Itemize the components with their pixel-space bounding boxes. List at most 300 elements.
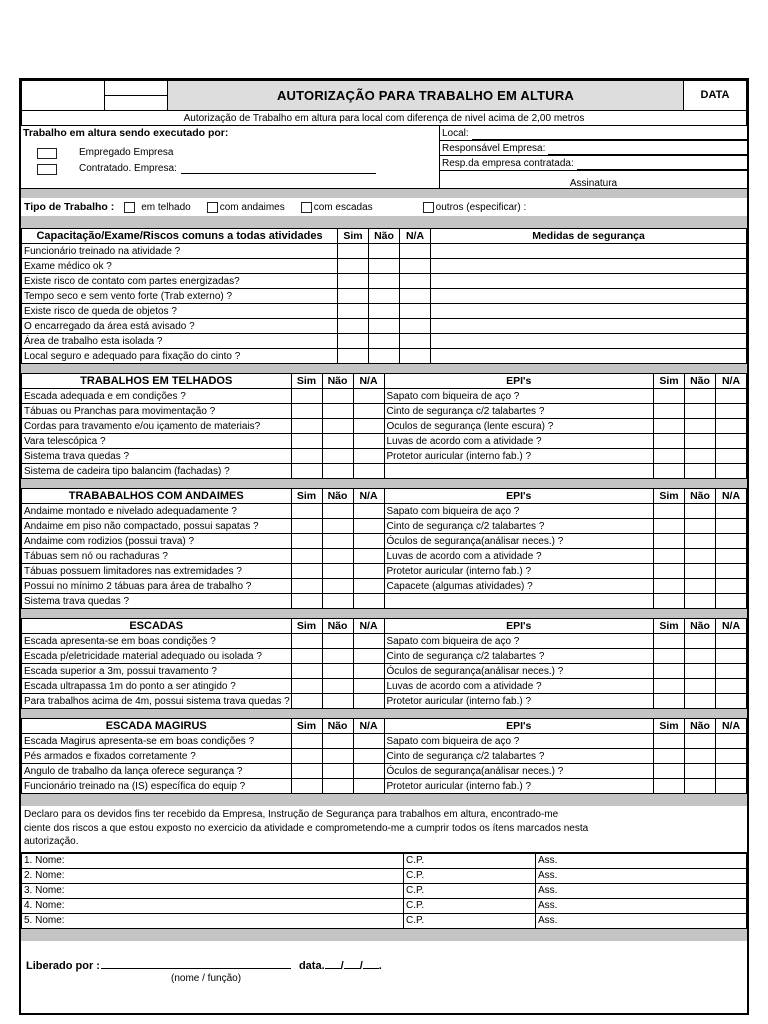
row-label: Vara telescópica ?	[22, 434, 292, 449]
separator-band-5	[21, 609, 747, 618]
table-row	[22, 349, 747, 364]
cell-na[interactable]	[353, 534, 384, 549]
checkbox-com-andaimes[interactable]	[207, 202, 218, 213]
cell-sim-epi[interactable]	[654, 579, 685, 594]
cell-na-epi[interactable]	[716, 664, 747, 679]
label-com-escadas: com escadas	[313, 201, 373, 213]
cell-sim-epi[interactable]	[654, 464, 685, 479]
col-nao-epi: Não	[685, 489, 716, 504]
section-title-escadas: ESCADAS	[22, 619, 292, 634]
row-label: Escada superior a 3m, possui travamento ?	[22, 664, 292, 679]
signer-name-label[interactable]: 4. Nome:	[22, 898, 404, 913]
cell-sim[interactable]	[291, 504, 322, 519]
cell-na[interactable]	[353, 734, 384, 749]
separator-band-6	[21, 709, 747, 718]
table-row	[22, 749, 747, 764]
cell-na[interactable]	[353, 779, 384, 794]
epi-label: Sapato com biqueira de aço ?	[384, 504, 654, 519]
epi-label: Sapato com biqueira de aço ?	[384, 634, 654, 649]
label-responsavel-empresa: Responsável Empresa:	[442, 143, 546, 154]
cell-nao[interactable]	[322, 749, 353, 764]
cell-sim[interactable]	[291, 679, 322, 694]
section-telhados	[21, 373, 747, 479]
cell-na[interactable]	[353, 564, 384, 579]
cell-sim[interactable]	[338, 274, 369, 289]
cell-na[interactable]	[353, 764, 384, 779]
cell-sim-epi[interactable]	[654, 434, 685, 449]
table-row	[22, 779, 747, 794]
cell-sim-epi[interactable]	[654, 419, 685, 434]
list-item	[22, 853, 747, 868]
tipo-option-com-escadas[interactable]	[301, 202, 373, 213]
cell-na[interactable]	[400, 244, 431, 259]
epi-label: Cinto de segurança c/2 talabartes ?	[384, 519, 654, 534]
cell-sim[interactable]	[291, 649, 322, 664]
cell-nao-epi[interactable]	[685, 519, 716, 534]
cell-na[interactable]	[400, 319, 431, 334]
cell-sim[interactable]	[291, 634, 322, 649]
cell-sim-epi[interactable]	[654, 389, 685, 404]
tipo-option-em-telhado[interactable]	[124, 202, 190, 213]
executor-right	[440, 126, 747, 188]
input-data-ano[interactable]	[363, 958, 379, 969]
cell-nao-epi[interactable]	[685, 664, 716, 679]
cell-medida[interactable]	[431, 289, 747, 304]
executor-option-contractor-row	[21, 161, 439, 177]
cell-na[interactable]	[353, 464, 384, 479]
input-contratado-empresa[interactable]	[181, 164, 376, 174]
table-row	[22, 244, 747, 259]
page-title: AUTORIZAÇÃO PARA TRABALHO EM ALTURA	[168, 81, 684, 111]
cell-na-epi[interactable]	[716, 434, 747, 449]
cell-nao[interactable]	[369, 259, 400, 274]
slash-1: /	[340, 959, 344, 972]
cell-na[interactable]	[353, 749, 384, 764]
cell-medida[interactable]	[431, 334, 747, 349]
epi-label: Sapato com biqueira de aço ?	[384, 734, 654, 749]
input-resp-empresa-contratada[interactable]	[577, 158, 747, 170]
row-label: Tábuas possuem limitadores nas extremidades ?	[22, 564, 292, 579]
cell-na[interactable]	[400, 259, 431, 274]
cell-na[interactable]	[353, 504, 384, 519]
cell-sim-epi[interactable]	[654, 664, 685, 679]
cell-sim[interactable]	[291, 449, 322, 464]
cell-nao[interactable]	[369, 349, 400, 364]
cell-nao-epi[interactable]	[685, 534, 716, 549]
cell-sim-epi[interactable]	[654, 449, 685, 464]
signer-cp-label[interactable]: C.P.	[404, 913, 536, 928]
cell-na-epi[interactable]	[716, 679, 747, 694]
form-document	[19, 78, 749, 1015]
cell-na-epi[interactable]	[716, 464, 747, 479]
cell-sim[interactable]	[338, 259, 369, 274]
cell-na[interactable]	[353, 649, 384, 664]
cell-nao-epi[interactable]	[685, 779, 716, 794]
cell-sim[interactable]	[291, 734, 322, 749]
cell-sim-epi[interactable]	[654, 764, 685, 779]
cell-nao-epi[interactable]	[685, 564, 716, 579]
cell-sim[interactable]	[338, 334, 369, 349]
input-data-dia[interactable]	[325, 958, 341, 969]
cell-na[interactable]	[353, 679, 384, 694]
col-medidas-seguranca: Medidas de segurança	[431, 229, 747, 244]
table-row	[22, 449, 747, 464]
header-code-cell-top	[105, 81, 168, 96]
input-local[interactable]	[472, 128, 747, 140]
signer-name-label[interactable]: 5. Nome:	[22, 913, 404, 928]
signer-ass-label[interactable]: Ass.	[536, 868, 747, 883]
cell-nao[interactable]	[322, 564, 353, 579]
section-title-capacitacao: Capacitação/Exame/Riscos comuns a todas atividades	[22, 229, 338, 244]
cell-na-epi[interactable]	[716, 404, 747, 419]
label-outros: outros (especificar) :	[435, 201, 527, 213]
cell-nao-epi[interactable]	[685, 419, 716, 434]
executor-option-employee-row	[21, 145, 439, 161]
cell-na-epi[interactable]	[716, 534, 747, 549]
row-label: Possui no mínimo 2 tábuas para área de trabalho ?	[22, 579, 292, 594]
signer-name-label[interactable]: 3. Nome:	[22, 883, 404, 898]
cell-nao[interactable]	[322, 534, 353, 549]
document-subtitle: Autorização de Trabalho em altura para local com diferença de nivel acima de 2,00 metros	[22, 111, 747, 126]
label-resp-empresa-contratada: Resp.da empresa contratada:	[442, 158, 574, 169]
col-na: N/A	[353, 489, 384, 504]
field-resp-empresa-contratada	[440, 156, 747, 171]
cell-nao-epi[interactable]	[685, 734, 716, 749]
label-em-telhado: em telhado	[141, 201, 191, 213]
cell-nao-epi[interactable]	[685, 579, 716, 594]
cell-nao[interactable]	[322, 694, 353, 709]
cell-sim[interactable]	[291, 749, 322, 764]
cell-nao-epi[interactable]	[685, 749, 716, 764]
cell-sim[interactable]	[291, 779, 322, 794]
cell-sim[interactable]	[291, 764, 322, 779]
cell-nao[interactable]	[322, 634, 353, 649]
table-row	[22, 334, 747, 349]
separator-band-2	[21, 216, 747, 228]
cell-na-epi[interactable]	[716, 749, 747, 764]
list-item	[22, 913, 747, 928]
cell-sim[interactable]	[338, 289, 369, 304]
row-label: Escada adequada e em condições ?	[22, 389, 292, 404]
cell-sim[interactable]	[338, 349, 369, 364]
cell-nao-epi[interactable]	[685, 649, 716, 664]
cell-na-epi[interactable]	[716, 549, 747, 564]
input-data-mes[interactable]	[344, 958, 360, 969]
cell-na[interactable]	[353, 664, 384, 679]
col-na: N/A	[353, 619, 384, 634]
cell-sim-epi[interactable]	[654, 519, 685, 534]
table-row	[22, 319, 747, 334]
cell-na-epi[interactable]	[716, 579, 747, 594]
label-contratado-empresa: Contratado. Empresa:	[79, 163, 177, 174]
cell-na[interactable]	[353, 419, 384, 434]
cell-sim[interactable]	[291, 419, 322, 434]
cell-nao[interactable]	[322, 764, 353, 779]
section-escada-magirus	[21, 718, 747, 794]
cell-nao[interactable]	[322, 464, 353, 479]
cell-sim-epi[interactable]	[654, 564, 685, 579]
cell-nao[interactable]	[322, 679, 353, 694]
cell-sim[interactable]	[291, 519, 322, 534]
cell-nao-epi[interactable]	[685, 594, 716, 609]
cell-nao[interactable]	[322, 664, 353, 679]
row-label: Funcionário treinado na atividade ?	[22, 244, 338, 259]
row-label: Existe risco de contato com partes energizadas?	[22, 274, 338, 289]
signer-ass-label[interactable]: Ass.	[536, 883, 747, 898]
cell-nao-epi[interactable]	[685, 464, 716, 479]
col-epi: EPI's	[384, 489, 654, 504]
cell-sim[interactable]	[291, 564, 322, 579]
cell-sim-epi[interactable]	[654, 594, 685, 609]
cell-na[interactable]	[400, 304, 431, 319]
epi-label: Luvas de acordo com a atividade ?	[384, 549, 654, 564]
cell-na-epi[interactable]	[716, 779, 747, 794]
col-sim-epi: Sim	[654, 374, 685, 389]
table-row	[22, 274, 747, 289]
slash-2: /	[359, 959, 363, 972]
label-local: Local:	[442, 128, 469, 139]
cell-na-epi[interactable]	[716, 634, 747, 649]
cell-sim-epi[interactable]	[654, 694, 685, 709]
cell-medida[interactable]	[431, 349, 747, 364]
signer-name-label[interactable]: 2. Nome:	[22, 868, 404, 883]
row-label: Sistema trava quedas ?	[22, 449, 292, 464]
table-row	[22, 564, 747, 579]
cell-sim-epi[interactable]	[654, 734, 685, 749]
cell-nao[interactable]	[322, 389, 353, 404]
table-row	[22, 679, 747, 694]
cell-na-epi[interactable]	[716, 764, 747, 779]
epi-label: Oculos de segurança (lente escura) ?	[384, 419, 654, 434]
col-na-epi: N/A	[716, 489, 747, 504]
cell-na[interactable]	[353, 449, 384, 464]
cell-sim[interactable]	[291, 594, 322, 609]
liberado-por-label: Liberado por :	[26, 959, 100, 972]
col-nao-epi: Não	[685, 719, 716, 734]
col-epi: EPI's	[384, 619, 654, 634]
cell-na[interactable]	[353, 634, 384, 649]
footer-release-block	[21, 941, 747, 1013]
cell-nao[interactable]	[322, 449, 353, 464]
signer-name-label[interactable]: 1. Nome:	[22, 853, 404, 868]
cell-nao[interactable]	[322, 734, 353, 749]
cell-sim-epi[interactable]	[654, 634, 685, 649]
cell-na-epi[interactable]	[716, 594, 747, 609]
cell-medida[interactable]	[431, 244, 747, 259]
cell-nao-epi[interactable]	[685, 504, 716, 519]
col-na: N/A	[400, 229, 431, 244]
signer-ass-label[interactable]: Ass.	[536, 898, 747, 913]
col-na-epi: N/A	[716, 619, 747, 634]
field-responsavel-empresa	[440, 141, 747, 156]
cell-sim-epi[interactable]	[654, 504, 685, 519]
cell-sim-epi[interactable]	[654, 679, 685, 694]
cell-medida[interactable]	[431, 319, 747, 334]
cell-nao[interactable]	[369, 289, 400, 304]
cell-medida[interactable]	[431, 274, 747, 289]
cell-sim-epi[interactable]	[654, 779, 685, 794]
list-item	[22, 868, 747, 883]
row-label: Escada p/eletricidade material adequado ou isolada ?	[22, 649, 292, 664]
cell-na[interactable]	[400, 274, 431, 289]
declaration-text	[21, 806, 747, 853]
cell-sim[interactable]	[291, 464, 322, 479]
cell-sim-epi[interactable]	[654, 534, 685, 549]
cell-nao[interactable]	[322, 779, 353, 794]
col-nao: Não	[322, 489, 353, 504]
cell-na[interactable]	[400, 289, 431, 304]
cell-sim[interactable]	[338, 319, 369, 334]
row-label: Local seguro e adequado para fixação do cinto ?	[22, 349, 338, 364]
cell-nao[interactable]	[322, 594, 353, 609]
period-mark: .	[378, 959, 382, 972]
row-label: Andaime montado e nivelado adequadamente ?	[22, 504, 292, 519]
cell-nao[interactable]	[369, 274, 400, 289]
cell-na-epi[interactable]	[716, 419, 747, 434]
row-label: Área de trabalho esta isolada ?	[22, 334, 338, 349]
cell-na-epi[interactable]	[716, 734, 747, 749]
cell-nao-epi[interactable]	[685, 679, 716, 694]
checkbox-empregado-empresa[interactable]	[37, 148, 57, 159]
cell-nao-epi[interactable]	[685, 389, 716, 404]
cell-sim-epi[interactable]	[654, 404, 685, 419]
cell-sim[interactable]	[338, 304, 369, 319]
cell-nao[interactable]	[322, 649, 353, 664]
cell-sim[interactable]	[338, 244, 369, 259]
row-label: Exame médico ok ?	[22, 259, 338, 274]
epi-label: Óculos de segurança(análisar neces.) ?	[384, 664, 654, 679]
input-responsavel-empresa[interactable]	[548, 143, 747, 155]
epi-label: Cinto de segurança c/2 talabartes ?	[384, 649, 654, 664]
signer-cp-label[interactable]: C.P.	[404, 868, 536, 883]
checkbox-em-telhado[interactable]	[124, 202, 135, 213]
cell-na[interactable]	[400, 334, 431, 349]
checkbox-com-escadas[interactable]	[301, 202, 312, 213]
col-sim: Sim	[291, 489, 322, 504]
cell-nao-epi[interactable]	[685, 404, 716, 419]
cell-medida[interactable]	[431, 259, 747, 274]
separator-band-4	[21, 479, 747, 488]
cell-nao[interactable]	[322, 549, 353, 564]
col-na: N/A	[353, 719, 384, 734]
cell-nao[interactable]	[369, 334, 400, 349]
separator-band-8	[21, 929, 747, 941]
tipo-option-outros[interactable]	[423, 202, 527, 213]
cell-nao[interactable]	[322, 434, 353, 449]
col-nao-epi: Não	[685, 374, 716, 389]
cell-nao[interactable]	[322, 519, 353, 534]
signer-cp-label[interactable]: C.P.	[404, 853, 536, 868]
label-empregado-empresa: Empregado Empresa	[79, 147, 174, 158]
list-item	[22, 898, 747, 913]
cell-sim-epi[interactable]	[654, 749, 685, 764]
cell-nao[interactable]	[322, 504, 353, 519]
cell-nao-epi[interactable]	[685, 634, 716, 649]
cell-sim[interactable]	[291, 434, 322, 449]
row-label: Tábuas ou Pranchas para movimentação ?	[22, 404, 292, 419]
col-epi: EPI's	[384, 719, 654, 734]
cell-na[interactable]	[353, 549, 384, 564]
cell-na[interactable]	[353, 694, 384, 709]
epi-label: Cinto de segurança c/2 talabartes ?	[384, 749, 654, 764]
cell-na[interactable]	[353, 519, 384, 534]
cell-nao[interactable]	[322, 404, 353, 419]
header-logo-cell	[22, 81, 105, 111]
table-row	[22, 634, 747, 649]
cell-na[interactable]	[353, 404, 384, 419]
cell-na-epi[interactable]	[716, 504, 747, 519]
signer-cp-label[interactable]: C.P.	[404, 883, 536, 898]
cell-na-epi[interactable]	[716, 389, 747, 404]
row-label: Escada Magirus apresenta-se em boas condições ?	[22, 734, 292, 749]
table-row	[22, 289, 747, 304]
table-row	[22, 764, 747, 779]
table-row	[22, 549, 747, 564]
cell-nao-epi[interactable]	[685, 764, 716, 779]
table-row	[22, 464, 747, 479]
cell-na-epi[interactable]	[716, 519, 747, 534]
cell-sim[interactable]	[291, 404, 322, 419]
cell-na[interactable]	[353, 434, 384, 449]
cell-sim[interactable]	[291, 389, 322, 404]
checkbox-contratado-empresa[interactable]	[37, 164, 57, 175]
declaration-line-1: Declaro para os devidos fins ter recebido da Empresa, Instrução de Segurança para trabalhos em altura, encontrado-me	[24, 809, 559, 820]
cell-nao[interactable]	[322, 419, 353, 434]
table-row	[22, 694, 747, 709]
cell-nao-epi[interactable]	[685, 694, 716, 709]
signer-cp-label[interactable]: C.P.	[404, 898, 536, 913]
cell-na[interactable]	[353, 389, 384, 404]
input-liberado-por[interactable]	[101, 957, 291, 969]
cell-na-epi[interactable]	[716, 564, 747, 579]
cell-sim[interactable]	[291, 579, 322, 594]
row-label: Escada ultrapassa 1m do ponto a ser atingido ?	[22, 679, 292, 694]
col-nao: Não	[322, 619, 353, 634]
cell-nao[interactable]	[322, 579, 353, 594]
cell-na-epi[interactable]	[716, 449, 747, 464]
col-na: N/A	[353, 374, 384, 389]
checkbox-outros[interactable]	[423, 202, 434, 213]
cell-na-epi[interactable]	[716, 694, 747, 709]
cell-na[interactable]	[353, 579, 384, 594]
epi-label: Cinto de segurança c/2 talabartes ?	[384, 404, 654, 419]
list-item	[22, 883, 747, 898]
cell-nao-epi[interactable]	[685, 549, 716, 564]
cell-na-epi[interactable]	[716, 649, 747, 664]
cell-sim-epi[interactable]	[654, 649, 685, 664]
cell-medida[interactable]	[431, 304, 747, 319]
col-sim-epi: Sim	[654, 619, 685, 634]
row-label: Andaime com rodizios (possui trava) ?	[22, 534, 292, 549]
cell-na[interactable]	[353, 594, 384, 609]
cell-sim[interactable]	[291, 664, 322, 679]
signer-ass-label[interactable]: Ass.	[536, 853, 747, 868]
cell-nao[interactable]	[369, 244, 400, 259]
cell-sim[interactable]	[291, 694, 322, 709]
cell-nao-epi[interactable]	[685, 449, 716, 464]
cell-nao[interactable]	[369, 319, 400, 334]
row-label: O encarregado da área está avisado ?	[22, 319, 338, 334]
row-label: Tábuas sem nó ou rachaduras ?	[22, 549, 292, 564]
cell-sim[interactable]	[291, 534, 322, 549]
cell-nao[interactable]	[369, 304, 400, 319]
cell-sim-epi[interactable]	[654, 549, 685, 564]
cell-sim[interactable]	[291, 549, 322, 564]
cell-na[interactable]	[400, 349, 431, 364]
signer-ass-label[interactable]: Ass.	[536, 913, 747, 928]
cell-nao-epi[interactable]	[685, 434, 716, 449]
tipo-option-com-andaimes[interactable]	[207, 202, 285, 213]
